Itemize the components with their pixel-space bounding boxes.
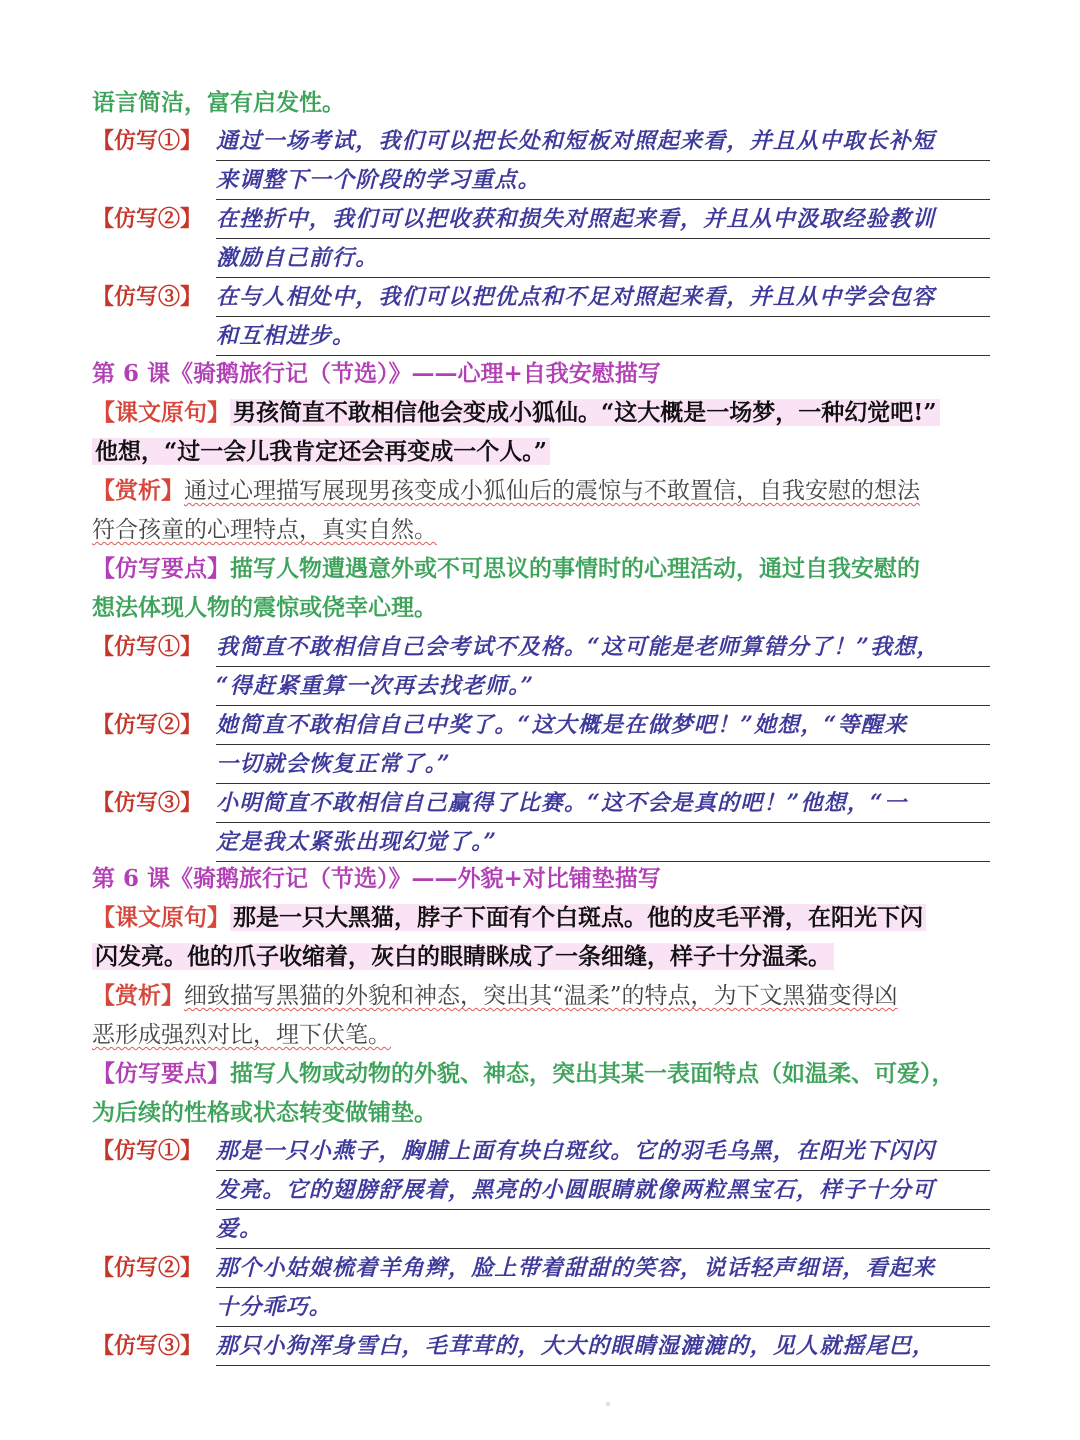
imitation-answer-line: 我简直不敢相信自己会考试不及格。“这可能是老师算错分了！”我想， <box>216 628 990 667</box>
imitation-answer-line: 激励自己前行。 <box>216 239 990 278</box>
imitation-answer-line: 十分乖巧。 <box>216 1288 990 1327</box>
imitation-answer-line: 她简直不敢相信自己中奖了。“这大概是在做梦吧！”她想，“等醒来 <box>216 706 990 745</box>
imitation-label-2: 【仿写②】 <box>92 206 203 232</box>
imitation-answer-line: 那个小姑娘梳着羊角辫，脸上带着甜甜的笑容，说话轻声细语，看起来 <box>216 1249 990 1288</box>
appreciation-text: 恶形成强烈对比，埋下伏笔。 <box>92 1022 391 1048</box>
page-dot <box>606 1402 610 1406</box>
imitation-answer-line: 通过一场考试，我们可以把长处和短板对照起来看，并且从中取长补短 <box>216 122 990 161</box>
imitation-label-2: 【仿写②】 <box>92 1255 203 1281</box>
original-label: 【课文原句】 <box>92 904 230 931</box>
imitation-answer-line: “得赶紧重算一次再去找老师。” <box>216 667 990 706</box>
imitation-answer-line: 小明简直不敢相信自己赢得了比赛。“这不会是真的吧！”他想，“一 <box>216 784 990 823</box>
original-sentence-cont <box>92 433 990 471</box>
key-points-label: 【仿写要点】 <box>92 555 230 582</box>
imitation-answer-line: 爱。 <box>216 1210 990 1249</box>
lesson-heading: 第 6 课《骑鹅旅行记（节选）》——心理+自我安慰描写 <box>92 360 661 387</box>
appreciation <box>92 472 990 510</box>
imitation-answer-line: 那只小狗浑身雪白，毛茸茸的，大大的眼睛湿漉漉的，见人就摇尾巴， <box>216 1327 990 1366</box>
imitation-answer-line: 在与人相处中，我们可以把优点和不足对照起来看，并且从中学会包容 <box>216 278 990 317</box>
key-points-text: 为后续的性格或状态转变做铺垫。 <box>92 1099 437 1126</box>
imitation-label-3: 【仿写③】 <box>92 284 203 310</box>
appreciation-text: 细致描写黑猫的外貌和神态，突出其“温柔”的特点，为下文黑猫变得凶 <box>184 983 898 1009</box>
imitation-label-1: 【仿写①】 <box>92 1138 203 1164</box>
original-label: 【课文原句】 <box>92 399 230 426</box>
appreciation-label: 【赏析】 <box>92 477 184 504</box>
appreciation-label: 【赏析】 <box>92 982 184 1009</box>
imitation-answer-line: 来调整下一个阶段的学习重点。 <box>216 161 990 200</box>
key-points <box>92 1055 990 1093</box>
appreciation <box>92 977 990 1015</box>
imitation-answer-line: 和互相进步。 <box>216 317 990 356</box>
original-sentence-cont <box>92 938 990 976</box>
imitation-answer-line: 一切就会恢复正常了。” <box>216 745 990 784</box>
intro-text: 语言简洁，富有启发性。 <box>92 89 345 116</box>
key-points <box>92 550 990 588</box>
key-points-label: 【仿写要点】 <box>92 1060 230 1087</box>
original-text: 闪发亮。他的爪子收缩着，灰白的眼睛眯成了一条细缝，样子十分温柔。 <box>92 943 834 970</box>
appreciation-cont <box>92 1016 990 1054</box>
key-points-text: 描写人物遭遇意外或不可思议的事情时的心理活动，通过自我安慰的 <box>230 555 920 582</box>
original-sentence <box>92 899 990 937</box>
lesson-heading: 第 6 课《骑鹅旅行记（节选）》——外貌+对比铺垫描写 <box>92 865 661 892</box>
appreciation-text: 通过心理描写展现男孩变成小狐仙后的震惊与不敢置信，自我安慰的想法 <box>184 478 920 504</box>
original-text: 男孩简直不敢相信他会变成小狐仙。“这大概是一场梦，一种幻觉吧!” <box>230 399 940 426</box>
imitation-answer-line: 发亮。它的翅膀舒展着，黑亮的小圆眼睛就像两粒黑宝石，样子十分可 <box>216 1171 990 1210</box>
original-text: 他想，“过一会儿我肯定还会再变成一个人。” <box>92 438 550 465</box>
imitation-label-2: 【仿写②】 <box>92 712 203 738</box>
imitation-label-1: 【仿写①】 <box>92 128 203 154</box>
appreciation-text: 符合孩童的心理特点，真实自然。 <box>92 517 437 543</box>
key-points-text: 描写人物或动物的外貌、神态，突出其某一表面特点（如温柔、可爱）， <box>230 1060 955 1087</box>
imitation-answer-line: 在挫折中，我们可以把收获和损失对照起来看，并且从中汲取经验教训 <box>216 200 990 239</box>
original-sentence <box>92 394 990 432</box>
imitation-label-3: 【仿写③】 <box>92 790 203 816</box>
imitation-label-3: 【仿写③】 <box>92 1333 203 1359</box>
imitation-answer-line: 那是一只小燕子，胸脯上面有块白斑纹。它的羽毛乌黑，在阳光下闪闪 <box>216 1132 990 1171</box>
imitation-label-1: 【仿写①】 <box>92 634 203 660</box>
imitation-answer-line: 定是我太紧张出现幻觉了。” <box>216 823 990 862</box>
key-points-text: 想法体现人物的震惊或侥幸心理。 <box>92 594 437 621</box>
appreciation-cont <box>92 511 990 549</box>
original-text: 那是一只大黑猫，脖子下面有个白斑点。他的皮毛平滑，在阳光下闪 <box>230 904 926 931</box>
